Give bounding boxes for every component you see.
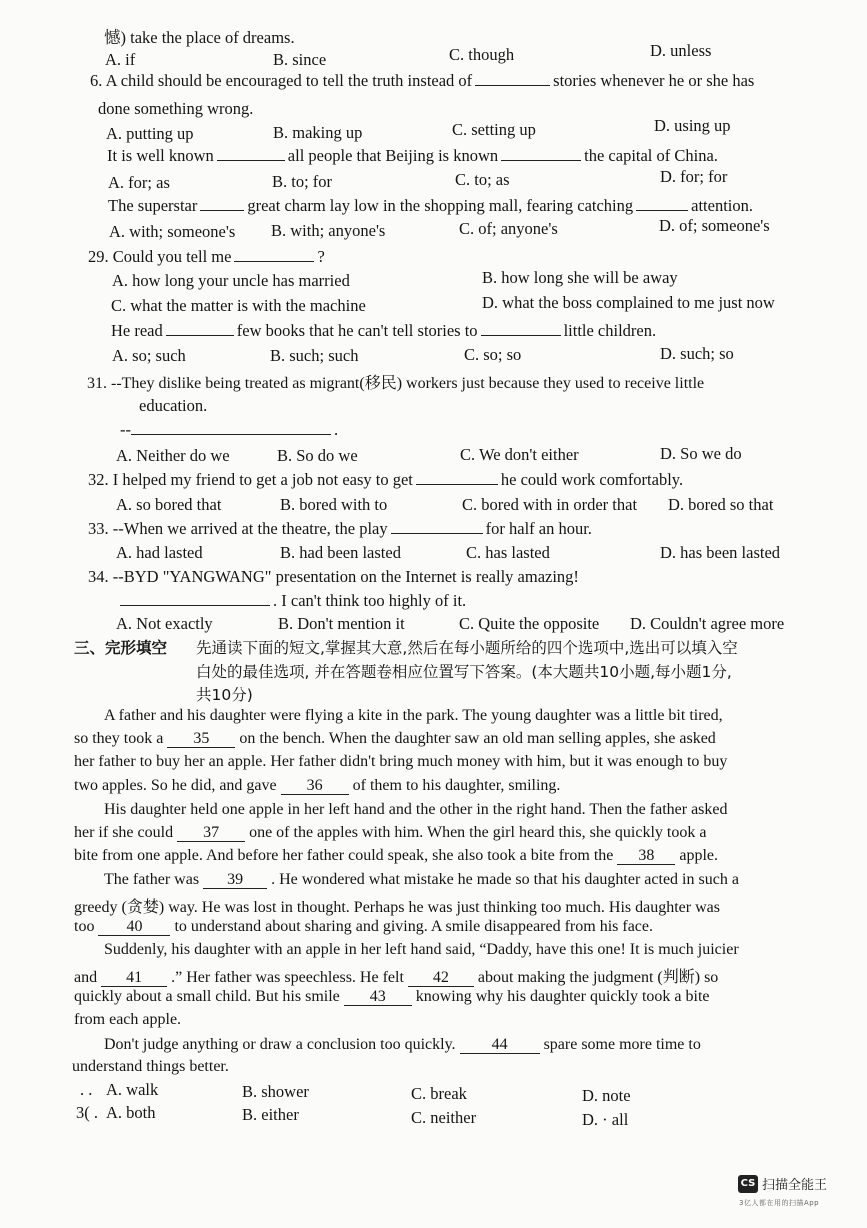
blank-36: 36 [281,778,349,795]
blank-35: 35 [167,731,235,748]
q29-option-c: C. what the matter is with the machine [111,296,366,315]
q30-option-d: D. such; so [660,344,734,363]
passage-text: knowing why his daughter quickly took a bite [415,988,710,1005]
passage-text: apple. [679,847,719,864]
q26-option-c: C. setting up [452,120,536,139]
q28-option-c: C. of; anyone's [459,219,558,238]
q35-number: . . [80,1080,93,1099]
q30-stem [111,321,656,341]
q30-blank1 [166,321,234,336]
q33-part2: for half an hour. [485,519,592,538]
q28-blank2 [636,196,688,211]
passage-text: of them to his daughter, smiling. [352,777,561,794]
q26-stem-part1: 6. A child should be encouraged to tell the truth instead of [90,71,473,90]
q26-stem-part2: stories whenever he or she has [553,71,755,90]
q27-part3: the capital of China. [584,146,718,165]
q25-option-d: D. unless [650,41,712,60]
q25-option-c: C. though [449,45,515,64]
passage-line: His daughter held one apple in her left hand and the other in the right hand. Then the father asked [104,801,728,818]
q35-option-a: A. walk [106,1080,159,1099]
q32-stem [88,470,683,490]
passage-line [74,777,560,795]
q28-option-a: A. with; someone's [109,222,236,241]
q33-stem [88,519,592,539]
q26-stem-line2: done something wrong. [98,99,254,118]
q33-option-c: C. has lasted [466,543,550,562]
passage-text: on the bench. When the daughter saw an old man selling apples, she asked [239,730,716,747]
q29-stem [88,247,325,267]
passage-line: her father to buy her an apple. Her father didn't bring much money with him, but it was enough to buy [74,753,728,770]
blank-42: 42 [408,970,474,987]
q28-blank1 [200,196,244,211]
q28-part1: The superstar [108,196,198,215]
q33-option-a: A. had lasted [116,543,203,562]
q36-option-b: B. either [242,1105,299,1124]
q27-option-c: C. to; as [455,170,510,189]
q27-option-a: A. for; as [108,173,170,192]
q28-part2: great charm lay low in the shopping mall, fearing catching [247,196,634,215]
q25-stem: 憾) take the place of dreams. [104,28,295,47]
q36-option-c: C. neither [411,1108,477,1127]
camscanner-tagline: 3亿人都在用的扫描App [739,1199,820,1207]
q31-option-b: B. So do we [277,446,358,465]
passage-text: one of the apples with him. When the girl heard this, she quickly took a [249,824,707,841]
blank-43: 43 [344,989,412,1006]
passage-line [74,730,716,748]
passage-text: and [74,969,98,986]
q28-part3: attention. [691,196,753,215]
passage-line: understand things better. [72,1058,229,1075]
passage-text: Don't judge anything or draw a conclusion too quickly. [104,1036,456,1053]
q27-option-b: B. to; for [272,172,333,191]
passage-text: spare some more time to [543,1036,701,1053]
q31-dash: -- [120,420,131,439]
q27-part2: all people that Beijing is known [287,146,499,165]
q32-option-c: C. bored with in order that [462,495,638,514]
q30-part2: few books that he can't tell stories to [236,321,478,340]
passage-text: to understand about sharing and giving. A smile disappeared from his face. [174,918,654,935]
passage-text: The father was [104,871,200,888]
camscanner-name: 扫描全能王 [762,1178,828,1193]
camscanner-logo-icon: CS [738,1175,758,1193]
blank-40: 40 [98,919,170,936]
q34-part2: . I can't think too highly of it. [273,591,467,610]
q36-option-a: A. both [106,1103,156,1122]
section-title: 三、完形填空 [74,639,168,657]
passage-line: A father and his daughter were flying a kite in the park. The young daughter was a little bit tired, [104,707,723,724]
passage-text: two apples. So he did, and gave [74,777,277,794]
q36-number: 3( . [76,1103,98,1122]
section-instructions-1: 先通读下面的短文,掌握其大意,然后在每小题所给的四个选项中,选出可以填入空 [196,639,738,657]
q34-option-d: D. Couldn't agree more [630,614,785,633]
blank-38: 38 [617,848,675,865]
passage-text: . He wondered what mistake he made so that his daughter acted in such a [271,871,739,888]
q27-blank2 [501,146,581,161]
q26-option-b: B. making up [273,123,363,142]
blank-41: 41 [101,970,167,987]
passage-text: .” Her father was speechless. He felt [171,969,404,986]
q26-option-a: A. putting up [106,124,194,143]
q35-option-c: C. break [411,1084,467,1103]
q30-option-b: B. such; such [270,346,359,365]
q34-stem: 34. --BYD "YANGWANG" presentation on the Internet is really amazing! [88,567,579,586]
q30-option-c: C. so; so [464,345,522,364]
q33-part1: 33. --When we arrived at the theatre, the play [88,519,388,538]
q32-option-a: A. so bored that [116,495,222,514]
q33-option-d: D. has been lasted [660,543,781,562]
passage-text: quickly about a small child. But his smile [74,988,340,1005]
q30-part3: little children. [563,321,657,340]
q31-option-d: D. So we do [660,444,742,463]
blank-37: 37 [177,825,245,842]
q34-option-a: A. Not exactly [116,614,213,633]
q27-option-d: D. for; for [660,167,728,186]
q25-option-a: A. if [105,50,136,69]
q31-stem: 31. --They dislike being treated as migrant(移民) workers just because they used to receive little [87,375,705,392]
blank-44: 44 [460,1037,540,1054]
q29-option-a: A. how long your uncle has married [112,271,350,290]
passage-line [74,824,706,842]
q32-blank [416,470,498,485]
q36-option-d: D. · all [582,1110,629,1129]
passage-text: bite from one apple. And before her father could speak, she also took a bite from the [74,847,614,864]
q30-blank2 [481,321,561,336]
q31-option-a: A. Neither do we [116,446,230,465]
q32-option-d: D. bored so that [668,495,774,514]
passage-line [104,871,739,889]
q34-answer-line [120,591,466,611]
q29-part1: 29. Could you tell me [88,247,232,266]
q34-option-c: C. Quite the opposite [459,614,600,633]
q32-option-b: B. bored with to [280,495,388,514]
q27-part1: It is well known [107,146,214,165]
q29-end: ? [317,247,325,266]
q31-blank [131,420,331,435]
q29-blank [234,247,314,262]
q31-option-c: C. We don't either [460,445,579,464]
q28-stem [108,196,753,216]
passage-line [74,918,653,936]
q34-blank [120,591,270,606]
q35-option-b: B. shower [242,1082,309,1101]
q33-option-b: B. had been lasted [280,543,401,562]
passage-text: her if she could [74,824,174,841]
passage-line: Suddenly, his daughter with an apple in her left hand said, “Daddy, have this one! It is much juicier [104,941,739,958]
section-instructions-3: 共10分) [196,686,253,704]
passage-line [74,964,718,987]
passage-text: too [74,918,95,935]
q27-blank1 [217,146,285,161]
q29-option-d: D. what the boss complained to me just now [482,293,775,312]
q25-option-b: B. since [273,50,327,69]
q32-part2: he could work comfortably. [500,470,684,489]
passage-line [74,988,709,1006]
q27-stem [107,146,718,166]
q26-blank [475,71,550,86]
passage-line [104,1036,701,1054]
q33-blank [391,519,483,534]
passage-line [74,847,718,865]
q28-option-b: B. with; anyone's [271,221,386,240]
passage-text: about making the judgment (判断) so [477,969,719,986]
q26-option-d: D. using up [654,116,731,135]
passage-text: so they took a [74,730,164,747]
section-instructions-2: 白处的最佳选项, 并在答题卷相应位置写下答案。(本大题共10小题,每小题1分, [196,663,732,681]
q28-option-d: D. of; someone's [659,216,770,235]
q32-part1: 32. I helped my friend to get a job not easy to get [88,470,413,489]
q30-option-a: A. so; such [112,346,186,365]
q26-stem [90,71,754,91]
blank-39: 39 [203,872,267,889]
q30-part1: He read [111,321,163,340]
passage-line: greedy (贪婪) way. He was lost in thought. Perhaps he was just thinking too much. His daughter was [74,899,720,916]
q34-option-b: B. Don't mention it [278,614,405,633]
q29-option-b: B. how long she will be away [482,268,678,287]
passage-line: from each apple. [74,1011,182,1028]
q31-answer-line: -- . [120,420,339,439]
q35-option-d: D. note [582,1086,631,1105]
q31-stem-line2: education. [139,396,208,415]
